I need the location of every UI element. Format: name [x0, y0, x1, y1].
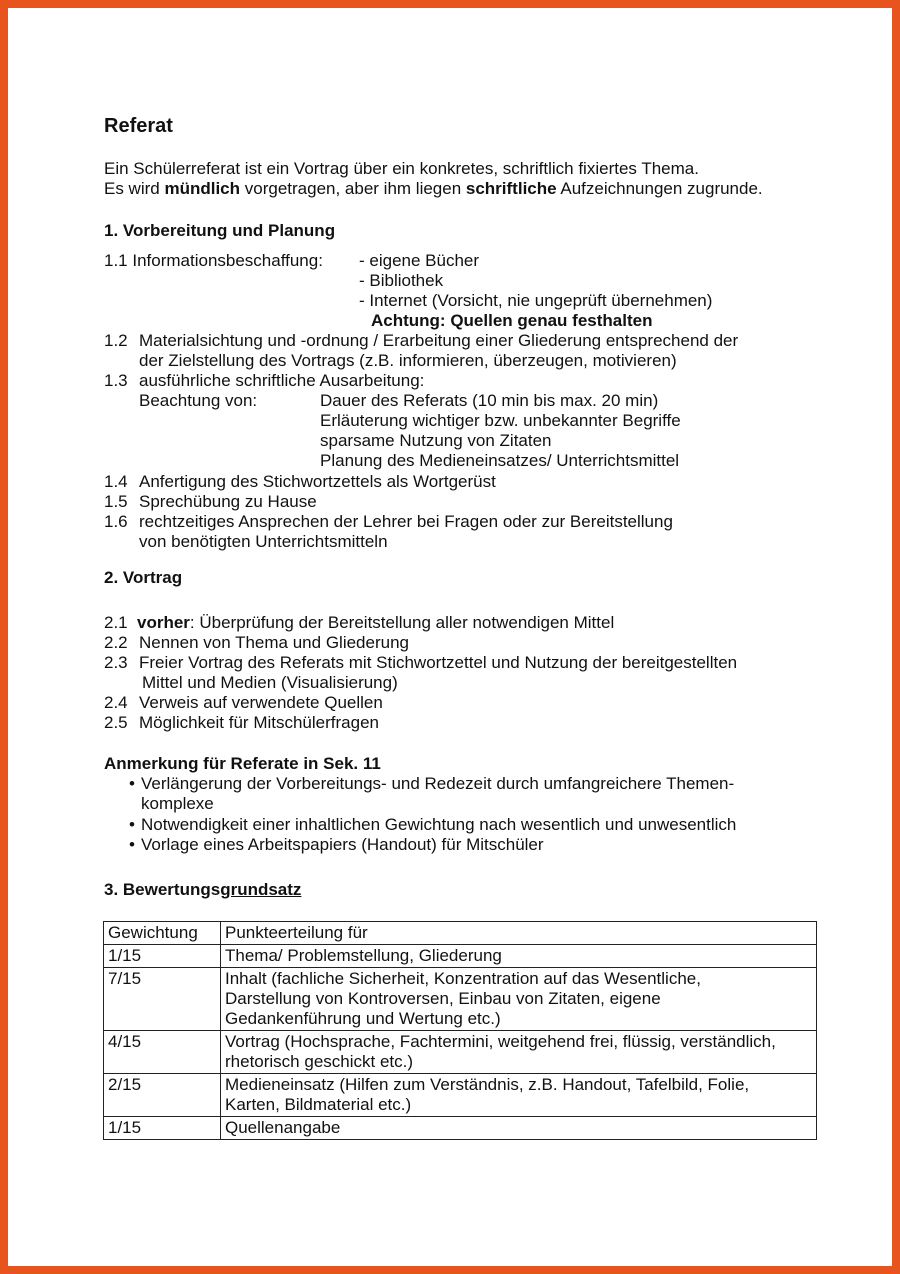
- item-1-4-text: Anfertigung des Stichwortzettels als Wortgerüst: [139, 472, 496, 491]
- item-2-2-number: 2.2: [104, 633, 128, 652]
- criteria-line: Karten, Bildmaterial etc.): [225, 1095, 412, 1114]
- remark-item-1-line-2: komplexe: [141, 794, 214, 813]
- criteria-line: Inhalt (fachliche Sicherheit, Konzentration auf das Wesentliche,: [225, 969, 701, 988]
- intro-text: Es wird: [104, 179, 165, 198]
- criteria-line: Medieneinsatz (Hilfen zum Verständnis, z.B. Handout, Tafelbild, Folie,: [225, 1075, 750, 1094]
- intro-emphasis-schriftliche: schriftliche: [465, 179, 557, 198]
- table-row: [104, 1031, 817, 1074]
- item-1-1-source-2: - Bibliothek: [359, 271, 444, 290]
- item-1-3-point-3: sparsame Nutzung von Zitaten: [320, 431, 552, 450]
- table-cell-criteria: [221, 968, 817, 1031]
- item-2-5-text: Möglichkeit für Mitschülerfragen: [139, 713, 379, 732]
- item-1-3-text: ausführliche schriftliche Ausarbeitung:: [139, 371, 425, 390]
- table-cell-weight: 7/15: [104, 968, 221, 1031]
- item-1-6-number: 1.6: [104, 512, 128, 531]
- item-1-3-label: Beachtung von:: [139, 391, 258, 410]
- item-1-2-line-2: der Zielstellung des Vortrags (z.B. informieren, überzeugen, motivieren): [139, 351, 677, 370]
- remark-item-1-line-1: Verlängerung der Vorbereitungs- und Redezeit durch umfangreichere Themen-: [141, 774, 735, 793]
- table-cell-criteria: [221, 1074, 817, 1117]
- item-1-1-source-1: - eigene Bücher: [359, 251, 480, 270]
- item-2-4-number: 2.4: [104, 693, 128, 712]
- item-1-1-label: 1.1 Informationsbeschaffung:: [104, 251, 323, 270]
- criteria-line: rhetorisch geschickt etc.): [225, 1052, 414, 1071]
- remark-bullet-2: [129, 815, 736, 835]
- remark-item-3: Vorlage eines Arbeitspapiers (Handout) für Mitschüler: [141, 835, 544, 854]
- intro-text: Aufzeichnungen zugrunde.: [556, 179, 763, 198]
- remark-bullet-3: [129, 835, 544, 855]
- item-2-1-body: : Überprüfung der Bereitstellung aller notwendigen Mittel: [189, 613, 615, 632]
- table-cell-weight: 1/15: [104, 1117, 221, 1140]
- item-2-1-text: [137, 613, 614, 633]
- table-row: [104, 968, 817, 1031]
- table-header-row: [104, 922, 817, 945]
- intro-line-1: Ein Schülerreferat ist ein Vortrag über ein konkretes, schriftlich fixiertes Thema.: [104, 159, 699, 178]
- remark-item-2: Notwendigkeit einer inhaltlichen Gewichtung nach wesentlich und unwesentlich: [141, 815, 737, 834]
- item-1-4-number: 1.4: [104, 472, 128, 491]
- item-1-3-point-4: Planung des Medieneinsatzes/ Unterrichtsmittel: [320, 451, 680, 470]
- item-1-1-source-3: - Internet (Vorsicht, nie ungeprüft übernehmen): [359, 291, 713, 310]
- table-row: [104, 1117, 817, 1140]
- item-1-1-note: Achtung: Quellen genau festhalten: [371, 311, 653, 330]
- table-row: [104, 945, 817, 968]
- remark-heading: Anmerkung für Referate in Sek. 11: [104, 754, 381, 773]
- criteria-line: Darstellung von Kontroversen, Einbau von Zitaten, eigene: [225, 989, 661, 1008]
- criteria-line: Thema/ Problemstellung, Gliederung: [225, 946, 502, 965]
- item-2-3-number: 2.3: [104, 653, 128, 672]
- item-2-4-text: Verweis auf verwendete Quellen: [139, 693, 383, 712]
- bullet-icon: •: [129, 815, 135, 834]
- table-header-points: Punkteerteilung für: [221, 922, 817, 945]
- item-1-2-line-1: Materialsichtung und -ordnung / Erarbeitung einer Gliederung entsprechend der: [139, 331, 739, 350]
- table-cell-criteria: [221, 1031, 817, 1074]
- criteria-line: Gedankenführung und Wertung etc.): [225, 1009, 501, 1028]
- item-1-3-point-1: Dauer des Referats (10 min bis max. 20 min): [320, 391, 659, 410]
- table-row: [104, 1074, 817, 1117]
- bullet-icon: •: [129, 774, 135, 793]
- item-2-3-line-2: Mittel und Medien (Visualisierung): [142, 673, 398, 692]
- item-1-5-number: 1.5: [104, 492, 128, 511]
- item-1-3-number: 1.3: [104, 371, 128, 390]
- item-1-3-point-2: Erläuterung wichtiger bzw. unbekannter Begriffe: [320, 411, 681, 430]
- criteria-line: Quellenangabe: [225, 1118, 341, 1137]
- intro-text: vorgetragen, aber ihm liegen: [240, 179, 466, 198]
- item-2-2-text: Nennen von Thema und Gliederung: [139, 633, 409, 652]
- item-2-3-line-1: Freier Vortrag des Referats mit Stichwortzettel und Nutzung der bereitgestellten: [139, 653, 738, 672]
- remark-bullet-1: [129, 774, 734, 794]
- table-header-weight: Gewichtung: [104, 922, 221, 945]
- grading-table: [103, 921, 817, 1140]
- section-3-heading-underlined: grundsatz: [220, 880, 302, 899]
- item-1-5-text: Sprechübung zu Hause: [139, 492, 317, 511]
- section-2-heading: 2. Vortrag: [104, 568, 183, 587]
- section-3-heading: [104, 880, 301, 900]
- criteria-line: Vortrag (Hochsprache, Fachtermini, weitgehend frei, flüssig, verständlich,: [225, 1032, 776, 1051]
- item-1-6-line-1: rechtzeitiges Ansprechen der Lehrer bei Fragen oder zur Bereitstellung: [139, 512, 673, 531]
- table-cell-criteria: [221, 1117, 817, 1140]
- section-3-heading-text: 3. Bewertungs: [104, 880, 221, 899]
- table-cell-weight: 2/15: [104, 1074, 221, 1117]
- table-cell-weight: 4/15: [104, 1031, 221, 1074]
- intro-line-2: [104, 179, 763, 199]
- section-1-heading: 1. Vorbereitung und Planung: [104, 221, 336, 240]
- bullet-icon: •: [129, 835, 135, 854]
- document-title: Referat: [104, 115, 173, 137]
- intro-emphasis-muendlich: mündlich: [164, 179, 241, 198]
- item-1-6-line-2: von benötigten Unterrichtsmitteln: [139, 532, 388, 551]
- item-1-2-number: 1.2: [104, 331, 128, 350]
- table-cell-criteria: [221, 945, 817, 968]
- item-2-5-number: 2.5: [104, 713, 128, 732]
- item-2-1-number: 2.1: [104, 613, 128, 632]
- table-cell-weight: 1/15: [104, 945, 221, 968]
- item-2-1-emphasis: vorher: [137, 613, 190, 632]
